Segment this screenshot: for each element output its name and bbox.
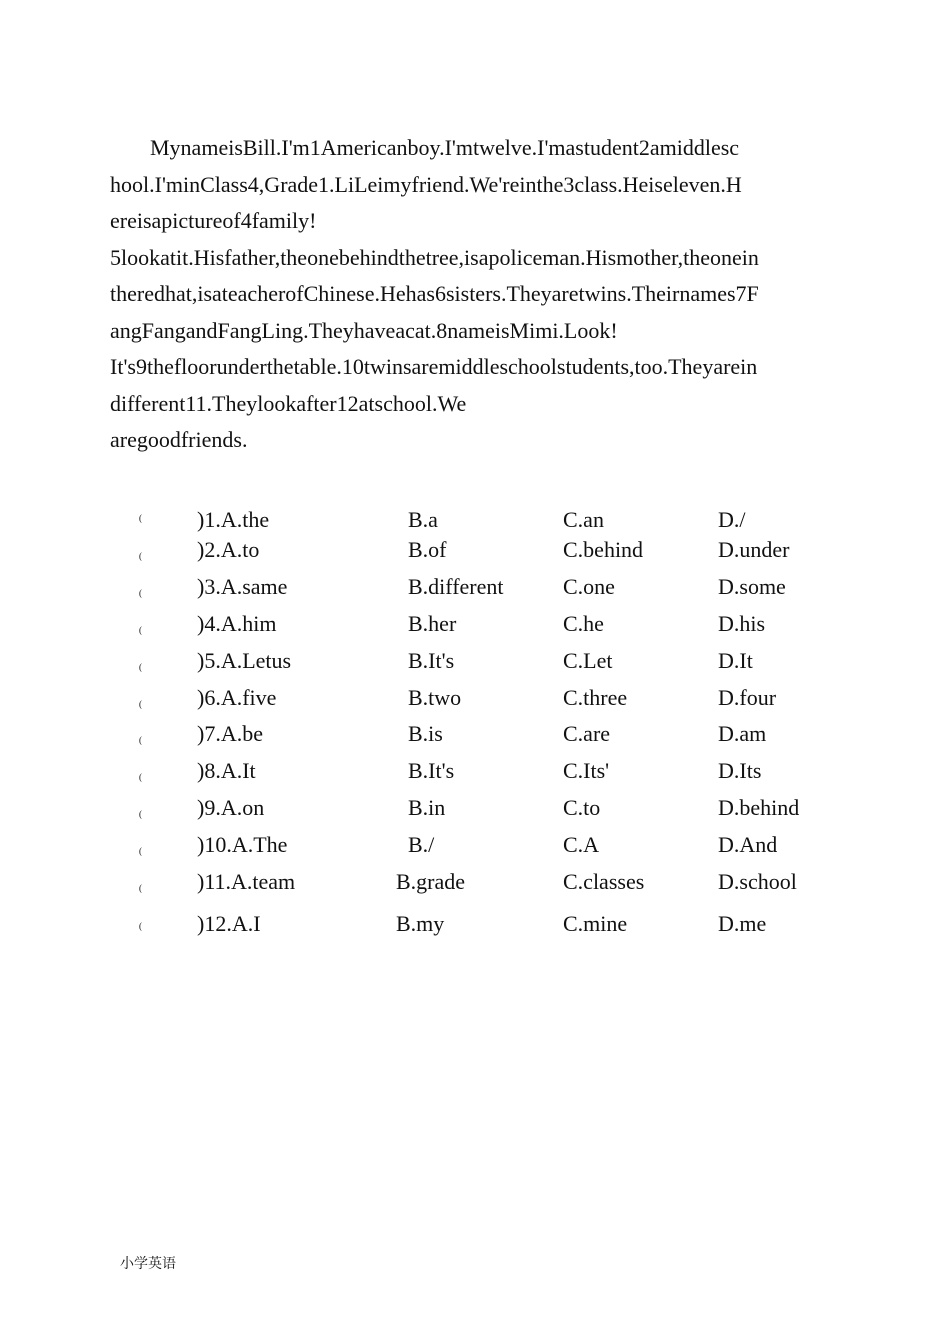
option-d: D.under bbox=[718, 537, 790, 562]
question-stem: )9.A.on bbox=[197, 795, 265, 820]
answer-bracket: ( bbox=[139, 699, 142, 709]
answer-bracket: ( bbox=[139, 735, 142, 745]
question-stem: )7.A.be bbox=[197, 721, 263, 746]
question-row bbox=[0, 830, 950, 860]
question-stem: )3.A.same bbox=[197, 574, 288, 599]
option-c: C.three bbox=[563, 685, 628, 710]
question-row bbox=[0, 719, 950, 749]
answer-bracket: ( bbox=[139, 662, 142, 672]
option-c: C.Its' bbox=[563, 758, 610, 783]
option-b: B.of bbox=[408, 537, 447, 562]
footer-subject-label: 小学英语 bbox=[120, 1256, 176, 1272]
option-c: C.Let bbox=[563, 648, 613, 673]
question-row bbox=[0, 535, 950, 565]
option-c: C.mine bbox=[563, 911, 628, 936]
question-stem: )8.A.It bbox=[197, 758, 256, 783]
option-d: D.am bbox=[718, 721, 767, 746]
option-c: C.one bbox=[563, 574, 615, 599]
answer-bracket: ( bbox=[139, 513, 142, 523]
option-d: D.some bbox=[718, 574, 786, 599]
option-d: D.his bbox=[718, 611, 766, 636]
answer-bracket: ( bbox=[139, 921, 142, 931]
question-row bbox=[0, 646, 950, 676]
question-stem: )2.A.to bbox=[197, 537, 260, 562]
question-stem: )12.A.I bbox=[197, 911, 261, 936]
question-row bbox=[0, 505, 950, 535]
question-row bbox=[0, 683, 950, 713]
option-b: B.is bbox=[408, 721, 443, 746]
option-d: D.me bbox=[718, 911, 767, 936]
option-c: C.to bbox=[563, 795, 601, 820]
option-d: D.It bbox=[718, 648, 753, 673]
option-c: C.A bbox=[563, 832, 600, 857]
question-stem: )5.A.Letus bbox=[197, 648, 292, 673]
question-row bbox=[0, 909, 950, 939]
option-d: D./ bbox=[718, 507, 746, 532]
option-b: B.two bbox=[408, 685, 462, 710]
option-c: C.he bbox=[563, 611, 604, 636]
passage-line: MynameisBill.I'm1Americanboy.I'mtwelve.I'mastudent2amiddlesc bbox=[150, 135, 740, 160]
option-c: C.classes bbox=[563, 869, 645, 894]
passage-line: aregoodfriends. bbox=[110, 427, 248, 452]
answer-bracket: ( bbox=[139, 883, 142, 893]
option-d: D.behind bbox=[718, 795, 800, 820]
option-b: B.a bbox=[408, 507, 438, 532]
option-b: B.in bbox=[408, 795, 446, 820]
passage-line: 5lookatit.Hisfather,theonebehindthetree,isapoliceman.Hismother,theonein bbox=[110, 244, 759, 270]
option-b: B.It's bbox=[408, 758, 455, 783]
question-stem: )4.A.him bbox=[197, 611, 277, 636]
option-b: B./ bbox=[408, 832, 435, 857]
question-row bbox=[0, 867, 950, 897]
passage-line: ereisapictureof4family! bbox=[110, 208, 317, 233]
option-b: B.her bbox=[408, 611, 457, 636]
option-b: B.It's bbox=[408, 648, 455, 673]
option-c: C.behind bbox=[563, 537, 644, 562]
option-d: D.Its bbox=[718, 758, 762, 783]
option-b: B.different bbox=[408, 574, 504, 599]
passage-line: different11.Theylookafter12atschool.We bbox=[110, 390, 467, 416]
option-c: C.an bbox=[563, 507, 604, 532]
question-stem: )1.A.the bbox=[197, 507, 270, 532]
cloze-passage bbox=[110, 130, 840, 459]
option-b: B.grade bbox=[396, 869, 466, 894]
option-b: B.my bbox=[396, 911, 445, 936]
answer-bracket: ( bbox=[139, 772, 142, 782]
passage-line: theredhat,isateacherofChinese.Hehas6sisters.Theyaretwins.Theirnames7F bbox=[110, 281, 759, 306]
question-row bbox=[0, 572, 950, 602]
passage-line: It's9thefloorunderthetable.10twinsaremiddleschoolstudents,too.Theyarein bbox=[110, 354, 758, 379]
passage-line: angFangandFangLing.Theyhaveacat.8nameisMimi.Look! bbox=[110, 317, 618, 343]
question-row bbox=[0, 793, 950, 823]
question-row bbox=[0, 609, 950, 639]
answer-bracket: ( bbox=[139, 588, 142, 598]
passage-line: hool.I'minClass4,Grade1.LiLeimyfriend.We'reinthe3class.Heiseleven.H bbox=[110, 171, 742, 197]
answer-bracket: ( bbox=[139, 551, 142, 561]
question-row bbox=[0, 756, 950, 786]
answer-bracket: ( bbox=[139, 625, 142, 635]
option-c: C.are bbox=[563, 721, 611, 746]
option-d: D.school bbox=[718, 869, 797, 894]
answer-bracket: ( bbox=[139, 809, 142, 819]
answer-bracket: ( bbox=[139, 846, 142, 856]
option-d: D.four bbox=[718, 685, 777, 710]
option-d: D.And bbox=[718, 832, 778, 857]
question-stem: )11.A.team bbox=[197, 869, 296, 894]
question-stem: )10.A.The bbox=[197, 832, 288, 857]
question-stem: )6.A.five bbox=[197, 685, 277, 710]
